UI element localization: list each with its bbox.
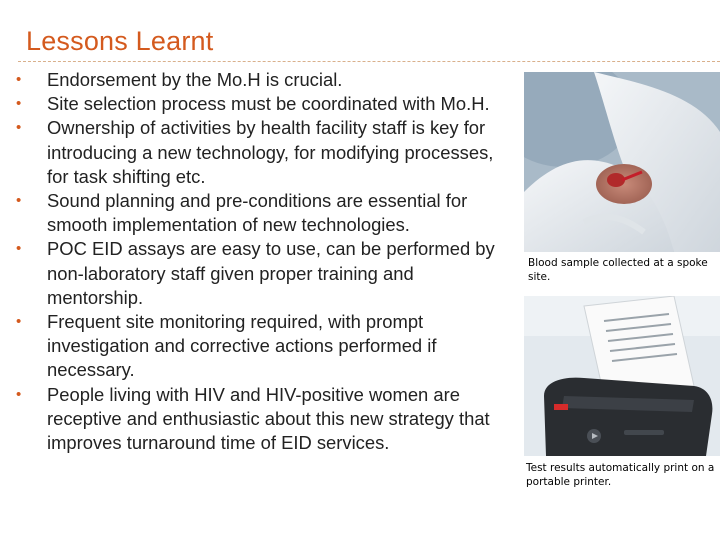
bullet-icon: • [16,313,22,331]
lessons-list [16,68,508,455]
bullet-icon: • [16,240,22,258]
bullet-icon: • [16,119,22,137]
bullet-text: People living with HIV and HIV-positive women are receptive and enthusiastic about this new strategy that improves turnaround time of EID services. [47,383,490,454]
portable-printer-illustration [524,296,720,456]
bullet-text: Site selection process must be coordinated with Mo.H. [47,93,490,115]
list-item [16,237,508,310]
bullet-text: POC EID assays are easy to use, can be performed by non-laboratory staff given proper training and mentorship. [47,238,495,308]
bullet-text: Endorsement by the Mo.H is crucial. [47,69,343,90]
bullet-icon: • [16,71,22,88]
bullet-icon: • [16,385,22,403]
blood-sample-photo [524,72,720,252]
bullet-text: Sound planning and pre-conditions are essential for smooth implementation of new technologies. [47,190,468,236]
photo-caption: Test results automatically print on a portable printer. [526,462,715,488]
photo-caption: Blood sample collected at a spoke site. [528,257,708,283]
list-item [16,92,508,116]
list-item [16,68,508,92]
bullet-text: Ownership of activities by health facility staff is key for introducing a new technology, for modifying processes, for task shifting etc. [47,117,494,187]
blood-sample-illustration [524,72,720,252]
list-item [16,116,508,189]
title-divider [18,61,720,62]
printer-photo [524,296,720,456]
list-item [16,310,508,383]
list-item [16,189,508,237]
bullet-icon: • [16,192,22,210]
page-title: Lessons Learnt [26,26,214,56]
bullet-text: Frequent site monitoring required, with prompt investigation and corrective actions performed if necessary. [47,311,437,381]
list-item [16,383,508,456]
bullet-icon: • [16,95,22,113]
